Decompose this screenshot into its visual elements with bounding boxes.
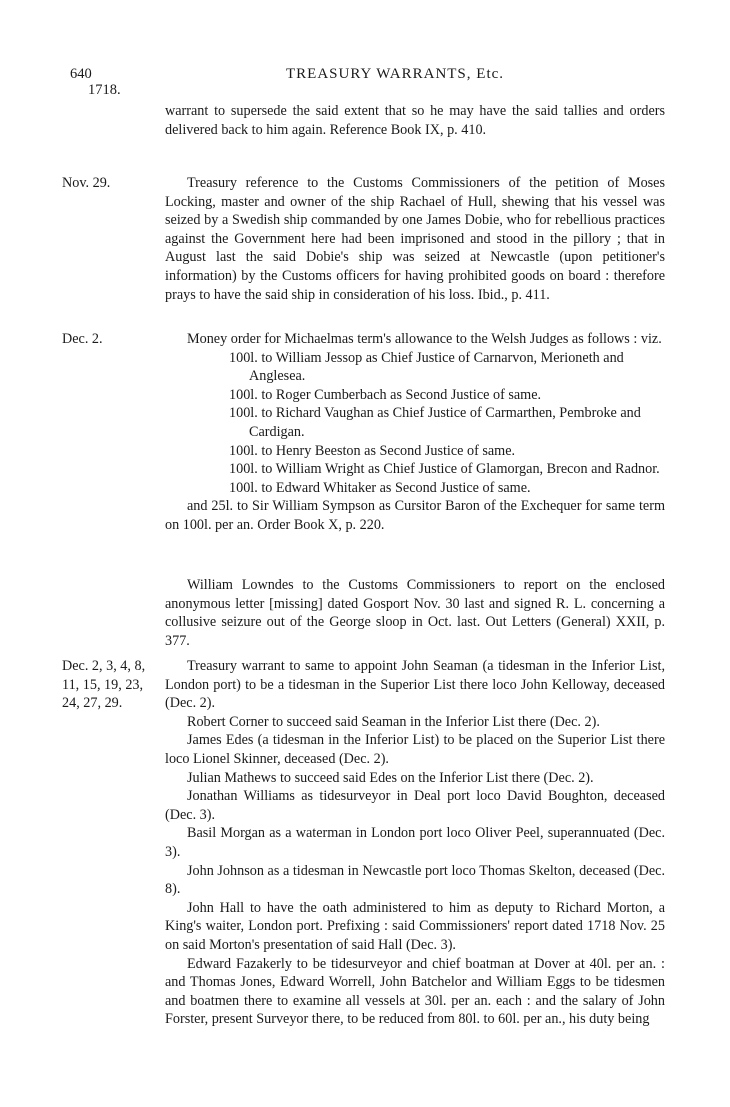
allowance-item: 100l. to Roger Cumberbach as Second Justice of same. xyxy=(229,386,542,403)
entry-body xyxy=(165,657,665,1029)
allowance-item: 100l. to Edward Whitaker as Second Justice of same. xyxy=(229,479,531,496)
paragraph: John Hall to have the oath administered to him as deputy to Richard Morton, a King's waiter, London port. Prefixing : said Commissioners' report dated 1718 Nov. 25 on said Morton's presentation of said Hall (Dec. 3). xyxy=(165,899,665,953)
paragraph: Jonathan Williams as tidesurveyor in Deal port loco David Boughton, deceased (Dec. 3). xyxy=(165,788,665,823)
paragraph: William Lowndes to the Customs Commissioners to report on the enclosed anonymous letter [missing] dated Gosport Nov. 30 last and signed R. L. concerning a collusive seizure out of the George sloop in Oct. last. Out Letters (General) XXII, p. 377. xyxy=(165,577,665,649)
entry-body xyxy=(165,102,665,139)
paragraph: Treasury reference to the Customs Commissioners of the petition of Moses Locking, master and owner of the ship Rachael of Hull, shewing that his vessel was seized by a Swedish ship commanded by one James Dobie, who for rebellious practices against the Government here had been imprisoned and stood in the pillory ; that in August last the said Dobie's ship was seized at Newcastle (upon petitioner's information) by the Customs officers for having prohibited goods on board : therefore prays to have the said ship in consideration of his loss. Ibid., p. 411. xyxy=(165,175,665,303)
paragraph: Robert Corner to succeed said Seaman in the Inferior List there (Dec. 2). xyxy=(187,713,600,730)
paragraph: warrant to supersede the said extent that so he may have the said tallies and orders delivered back to him again. Reference Book IX, p. 410. xyxy=(165,103,665,138)
paragraph: Julian Mathews to succeed said Edes on the Inferior List there (Dec. 2). xyxy=(187,769,594,786)
paragraph: Basil Morgan as a waterman in London port loco Oliver Peel, superannuated (Dec. 3). xyxy=(165,825,665,860)
margin-year: 1718. xyxy=(88,82,121,98)
paragraph-tail: and 25l. to Sir William Sympson as Cursitor Baron of the Exchequer for same term on 100l. per an. Order Book X, p. 220. xyxy=(165,498,665,533)
entry-body xyxy=(165,174,665,304)
paragraph: John Johnson as a tidesman in Newcastle port loco Thomas Skelton, deceased (Dec. 8). xyxy=(165,862,665,898)
paragraph: Treasury warrant to same to appoint John Seaman (a tidesman in the Inferior List, London port) to be a tidesman in the Superior List there loco John Kelloway, deceased (Dec. 2). xyxy=(165,658,665,712)
paragraph-intro: Money order for Michaelmas term's allowance to the Welsh Judges as follows : viz. xyxy=(187,331,662,347)
margin-date: Dec. 2, 3, 4, 8, 11, 15, 19, 23, 24, 27, 29. xyxy=(62,658,146,712)
page-number: 640 xyxy=(70,66,92,82)
running-head: TREASURY WARRANTS, Etc. xyxy=(286,66,505,82)
paragraph: Edward Fazakerly to be tidesurveyor and chief boatman at Dover at 40l. per an. : and Thomas Jones, Edward Worrell, John Batchelor and William Eggs to be tidesmen and boatmen there to examine all vessels at 30l. per an. each : and the salary of John Forster, present Surveyor there, to be reduced from 80l. to 60l. per an., his duty being xyxy=(165,955,665,1028)
entry-body xyxy=(165,330,665,535)
margin-date: Dec. 2. xyxy=(62,331,103,347)
allowance-item: 100l. to Richard Vaughan as Chief Justice of Carmarthen, Pembroke and Cardigan. xyxy=(229,405,641,440)
allowance-item: 100l. to William Jessop as Chief Justice of Carnarvon, Merioneth and Anglesea. xyxy=(229,349,624,385)
allowance-item: 100l. to William Wright as Chief Justice of Glamorgan, Brecon and Radnor. xyxy=(229,461,660,478)
allowance-item: 100l. to Henry Beeston as Second Justice of same. xyxy=(229,442,516,459)
paragraph: James Edes (a tidesman in the Inferior List) to be placed on the Superior List there loco Lionel Skinner, deceased (Dec. 2). xyxy=(165,732,665,767)
margin-date: Nov. 29. xyxy=(62,175,111,191)
entry-body xyxy=(165,576,665,650)
